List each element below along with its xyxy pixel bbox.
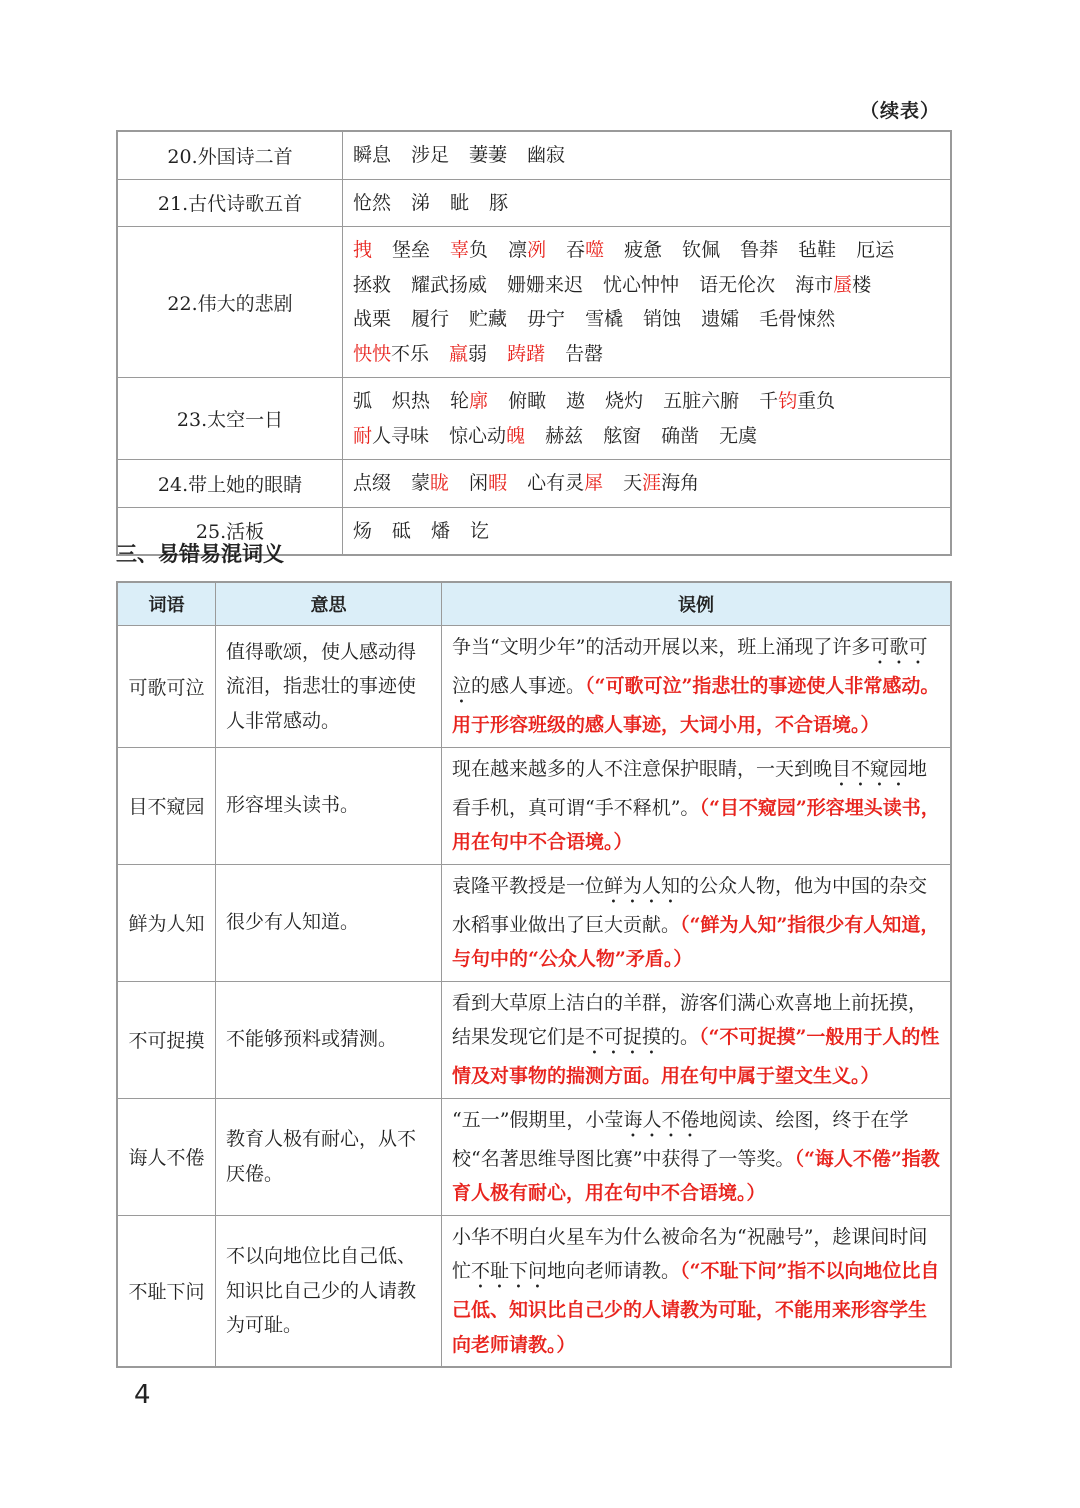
word-part: 燔: [431, 519, 451, 542]
term-cell: 诲人不倦: [117, 1098, 216, 1215]
vocab-word: [605, 390, 643, 412]
lesson-title: 24.带上她的眼睛: [117, 460, 343, 508]
vocab-word: [701, 308, 739, 330]
word-part: 五脏六腑: [663, 390, 740, 412]
highlighted-char: 涯: [642, 472, 662, 494]
lesson-title: 25.活板: [117, 507, 343, 555]
term-cell: 可歌可泣: [117, 626, 216, 748]
word-part: 不乐: [391, 342, 430, 365]
vocab-row: [117, 378, 951, 460]
highlighted-char: 犀: [584, 472, 604, 494]
word-part: 楼: [852, 273, 872, 296]
confusion-row: [117, 981, 951, 1098]
term-cell: 目不窥园: [117, 747, 216, 864]
word-part: 天: [623, 472, 643, 494]
word-part: 吞: [566, 239, 586, 261]
highlighted-char: 钧: [778, 390, 798, 412]
vocab-word: [527, 144, 565, 166]
example-cell: [442, 981, 952, 1098]
word-part: 涉足: [411, 144, 450, 166]
vocab-word: [353, 472, 391, 494]
vocab-word: [719, 425, 757, 447]
term-cell: 不可捉摸: [117, 981, 216, 1098]
word-part: 堡垒: [392, 239, 431, 261]
explanation-note: （“不可捉摸”一般用于人的性情及对事物的揣测方面。用在句中属于望文生义。）: [452, 1026, 940, 1087]
word-part: 心有灵: [527, 472, 585, 494]
vocab-word: [798, 239, 836, 261]
misused-term: 鲜为人知: [604, 874, 681, 897]
vocab-word: [585, 308, 623, 330]
word-part: 负: [469, 239, 489, 261]
vocab-row: [117, 131, 951, 179]
meaning-cell: 不以向地位比自己低、知识比自己少的人请教为可耻。: [216, 1215, 442, 1367]
lesson-title: 23.太空一日: [117, 378, 343, 460]
word-list: [343, 507, 952, 555]
word-part: 蒙: [411, 472, 431, 494]
confusion-row: [117, 626, 951, 748]
vocab-word: [682, 239, 720, 261]
example-cell: [442, 626, 952, 748]
vocab-word: [469, 144, 507, 166]
example-text: 的。: [661, 1026, 700, 1048]
example-text: 争当“文明少年”的活动开展以来，班上涌现了许多: [452, 636, 871, 658]
word-part: 凛: [508, 239, 528, 261]
word-part: 讫: [470, 519, 490, 542]
vocab-word: [545, 425, 583, 447]
word-part: 确凿: [661, 424, 700, 447]
word-line: [353, 466, 940, 501]
word-line: [353, 233, 940, 268]
highlighted-char: 拽: [353, 239, 373, 261]
header-meaning: 意思: [216, 582, 442, 626]
confusion-row: [117, 864, 951, 981]
word-part: 疲惫: [624, 239, 663, 261]
word-line: [353, 419, 940, 454]
vocab-word: [392, 239, 430, 261]
explanation-note: （“诲人不倦”指教育人极有耐心，用在句中不合语境。）: [452, 1147, 940, 1204]
vocab-word: [759, 308, 835, 330]
vocab-word: [392, 390, 430, 412]
vocab-word: [353, 520, 372, 542]
vocab-word: [450, 192, 469, 214]
example-text: 小华不明白火星车为什么被命名为“祝融号”，趁课间时间忙: [452, 1225, 928, 1282]
word-list: [343, 460, 952, 508]
word-list: [343, 179, 952, 227]
vocab-word: [353, 144, 391, 166]
word-part: 眦: [450, 191, 470, 214]
vocab-word: [508, 390, 546, 412]
highlighted-char: 眬: [430, 472, 450, 494]
vocab-word: [566, 239, 604, 261]
header-row: [117, 582, 951, 626]
word-part: 鲁莽: [740, 239, 779, 261]
example-cell: [442, 1215, 952, 1367]
vocab-row: [117, 227, 951, 378]
word-part: 忧心忡忡: [603, 273, 680, 296]
vocab-word: [663, 390, 739, 412]
vocab-word: [643, 308, 681, 330]
highlighted-char: 冽: [527, 239, 547, 261]
vocab-word: [450, 239, 488, 261]
vocab-word: [795, 274, 871, 296]
word-part: 炽热: [392, 390, 431, 412]
confusion-table: [116, 581, 952, 1368]
confusion-row: [117, 747, 951, 864]
vocab-word: [431, 520, 450, 542]
example-text: 地阅读、绘图，终于在学校“名著思维导图比赛”中获得了一等奖。: [452, 1108, 909, 1170]
word-part: 毡鞋: [798, 239, 837, 261]
vocab-word: [489, 192, 508, 214]
vocab-word: [623, 472, 699, 494]
example-text: 的公众人物，他为中国的杂交水稻事业做出了巨大贡献。: [452, 874, 928, 936]
page-number: 4: [134, 1380, 151, 1410]
word-list: [343, 227, 952, 378]
meaning-cell: 不能够预料或猜测。: [216, 981, 442, 1098]
example-text: 现在越来越多的人不注意保护眼睛，一天到晚: [452, 757, 833, 780]
word-part: 钦佩: [682, 239, 721, 261]
word-part: 瞬息: [353, 144, 392, 166]
word-line: [353, 302, 940, 337]
misused-term: 不可捉摸: [585, 1026, 662, 1048]
vocab-word: [759, 390, 835, 412]
vocab-word: [624, 239, 662, 261]
word-line: [353, 186, 940, 221]
vocab-row: [117, 460, 951, 508]
vocab-word: [353, 390, 372, 412]
word-part: 耀武扬威: [411, 273, 488, 296]
lesson-title: 22.伟大的悲剧: [117, 227, 343, 378]
vocab-word: [469, 472, 507, 494]
word-part: 怆然: [353, 191, 392, 214]
vocab-word: [508, 239, 546, 261]
highlighted-char: 蜃: [833, 273, 853, 296]
vocab-word: [740, 239, 778, 261]
vocab-word: [449, 343, 487, 365]
misused-term: 诲人不倦: [623, 1108, 700, 1131]
vocab-table: [116, 130, 952, 556]
word-part: 弱: [468, 342, 488, 365]
highlighted-char: 魄: [506, 424, 526, 447]
vocab-word: [856, 239, 894, 261]
term-cell: 不耻下问: [117, 1215, 216, 1367]
vocab-word: [353, 308, 391, 330]
word-part: 语无伦次: [699, 273, 776, 296]
word-line: [353, 268, 940, 303]
word-part: 履行: [411, 308, 450, 330]
misused-term: 不耻下问: [471, 1260, 548, 1282]
example-text: 看到大草原上洁白的羊群，游客们满心欢喜地上前抚摸，结果发现它们是: [452, 991, 928, 1048]
word-part: 炀: [353, 519, 373, 542]
explanation-note: （“不耻下问”指不以向地位比自己低、知识比自己少的人请教为可耻，不能用来形容学生向老师请教。）: [452, 1260, 940, 1356]
vocab-word: [353, 343, 429, 365]
vocab-word: [566, 390, 585, 412]
word-line: [353, 514, 940, 549]
word-part: 海市: [795, 273, 834, 296]
word-part: 拯救: [353, 273, 392, 296]
word-part: 遨: [566, 390, 586, 412]
vocab-word: [411, 274, 487, 296]
misused-term: 目不窥园: [832, 757, 909, 780]
term-cell: 鲜为人知: [117, 864, 216, 981]
highlighted-char: 廓: [469, 390, 489, 412]
word-part: 姗姗来迟: [507, 273, 584, 296]
example-text: “五一”假期里，小莹: [452, 1108, 624, 1131]
word-line: [353, 337, 940, 372]
word-part: 海角: [661, 472, 700, 494]
word-part: 告罄: [565, 342, 604, 365]
vocab-word: [392, 520, 411, 542]
explanation-note: （“鲜为人知”指很少有人知道，与句中的“公众人物”矛盾。）: [452, 913, 940, 970]
highlighted-char: 暇: [488, 472, 508, 494]
vocab-word: [411, 472, 449, 494]
vocab-word: [661, 425, 699, 447]
example-text: 地向老师请教。: [547, 1260, 681, 1282]
vocab-word: [699, 274, 775, 296]
meaning-cell: 形容埋头读书。: [216, 747, 442, 864]
lesson-title: 20.外国诗二首: [117, 131, 343, 179]
word-part: 萋萋: [469, 144, 508, 166]
vocab-word: [411, 192, 430, 214]
vocab-word: [507, 274, 583, 296]
vocab-word: [353, 192, 391, 214]
example-cell: [442, 747, 952, 864]
confusion-row: [117, 1098, 951, 1215]
continued-label: （续表）: [859, 100, 940, 122]
word-part: 砥: [392, 519, 412, 542]
vocab-word: [603, 425, 641, 447]
word-part: 厄运: [856, 239, 895, 261]
vocab-word: [353, 425, 429, 447]
vocab-word: [353, 274, 391, 296]
meaning-cell: 教育人极有耐心，从不厌倦。: [216, 1098, 442, 1215]
vocab-word: [469, 308, 507, 330]
highlighted-char: 怏怏: [353, 342, 392, 365]
word-list: [343, 131, 952, 179]
word-part: 豚: [489, 191, 509, 214]
word-part: 轮: [450, 390, 470, 412]
example-text: 的感人事迹。: [471, 675, 586, 697]
section-title: 三、易错易混词义: [116, 542, 284, 566]
highlighted-char: 踌躇: [507, 342, 546, 365]
confusion-row: [117, 1215, 951, 1367]
example-text: 地看手机，真可谓“手不释机”。: [452, 757, 928, 819]
meaning-cell: 值得歌颂，使人感动得流泪，指悲壮的事迹使人非常感动。: [216, 626, 442, 748]
vocab-word: [565, 343, 603, 365]
vocab-word: [450, 390, 488, 412]
example-cell: [442, 1098, 952, 1215]
word-part: 幽寂: [527, 144, 566, 166]
word-part: 点缀: [353, 472, 392, 494]
vocab-row: [117, 179, 951, 227]
explanation-note: （“可歌可泣”指悲壮的事迹使人非常感动。用于形容班级的感人事迹，大词小用，不合语境。）: [452, 675, 940, 736]
vocab-word: [449, 425, 525, 447]
word-part: 重负: [797, 390, 836, 412]
word-part: 弧: [353, 390, 373, 412]
word-part: 遗孀: [701, 308, 740, 330]
vocab-word: [527, 308, 565, 330]
header-term: 词语: [117, 582, 216, 626]
word-part: 销蚀: [643, 308, 682, 330]
highlighted-char: 辜: [450, 239, 470, 261]
word-part: 俯瞰: [508, 390, 547, 412]
word-part: 烧灼: [605, 390, 644, 412]
word-part: 战栗: [353, 308, 392, 330]
vocab-word: [527, 472, 603, 494]
vocab-word: [353, 239, 372, 261]
word-part: 毋宁: [527, 308, 566, 330]
word-line: [353, 384, 940, 419]
word-part: 闲: [469, 472, 489, 494]
word-part: 千: [759, 390, 779, 412]
meaning-cell: 很少有人知道。: [216, 864, 442, 981]
vocab-word: [411, 144, 449, 166]
highlighted-char: 羸: [449, 342, 469, 365]
example-text: 袁隆平教授是一位: [452, 874, 605, 897]
word-part: 赫兹: [545, 424, 584, 447]
word-part: 无虞: [719, 424, 758, 447]
word-part: 人寻味: [372, 424, 430, 447]
lesson-title: 21.古代诗歌五首: [117, 179, 343, 227]
vocab-word: [411, 308, 449, 330]
word-line: [353, 138, 940, 173]
explanation-note: （“目不窥园”形容埋头读书，用在句中不合语境。）: [452, 796, 940, 853]
word-part: 惊心动: [449, 424, 507, 447]
word-part: 毛骨悚然: [759, 308, 836, 330]
vocab-word: [507, 343, 545, 365]
vocab-word: [603, 274, 679, 296]
misused-term: 可歌可泣: [452, 636, 928, 697]
vocab-word: [470, 520, 489, 542]
header-example: 误例: [442, 582, 952, 626]
word-list: [343, 378, 952, 460]
example-cell: [442, 864, 952, 981]
word-part: 舷窗: [603, 424, 642, 447]
highlighted-char: 噬: [585, 239, 605, 261]
word-part: 雪橇: [585, 308, 624, 330]
word-part: 贮藏: [469, 308, 508, 330]
word-part: 涕: [411, 191, 431, 214]
highlighted-char: 耐: [353, 424, 373, 447]
